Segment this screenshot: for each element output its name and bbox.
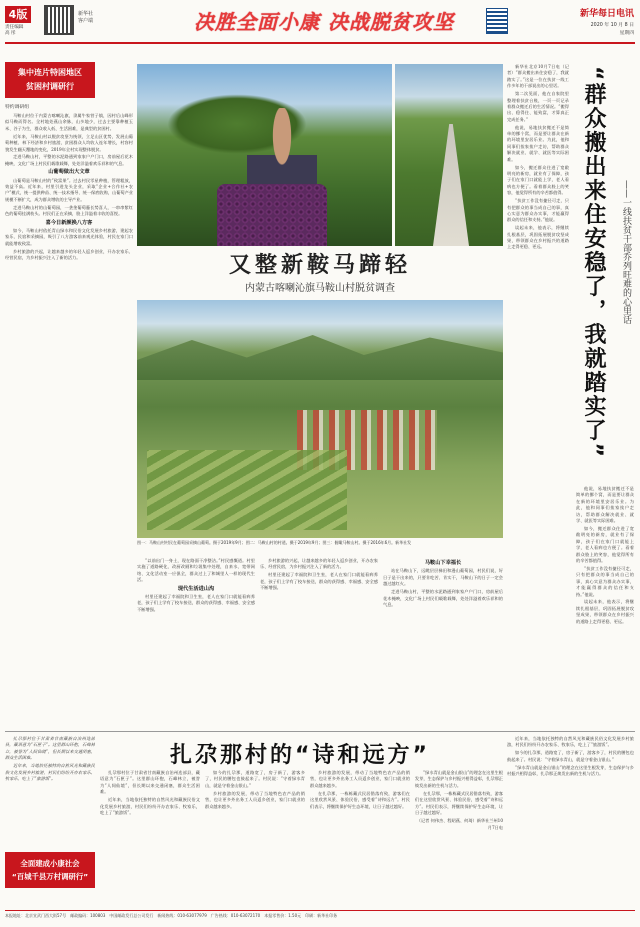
photo-village-road	[395, 64, 503, 246]
photo-aerial-village	[137, 300, 503, 538]
photo-grape-harvest	[137, 64, 392, 246]
qr-code-icon	[44, 5, 74, 35]
article1-subtitle: 内蒙古喀喇沁旗马鞍山村脱贫调查	[245, 283, 395, 294]
commentary-subtitle: ——一线扶贫干部乔列旺难的心里话	[621, 180, 631, 324]
article1-column-3: 乡村旅游的兴起，让越来越多的年轻人返乡创业，开办农家乐、经营民宿，为乡村振兴注入了新的活力。 村里还建起了幸福院和卫生室，老人在家门口就能看病养老，孩子们上学有了校车接送，群众的获得感、幸福感、安全感不断增强。	[260, 558, 378, 591]
article1-column-2: “以前出门一身土，现在路面干净整洁。”村民感慨道。村里实施了道路硬化、改厨改厕和垃圾集中处理，自来水、宽带网络、文化活动室一应俱全，群众过上了和城里人一样的现代生活。 现代生活进山沟 村里还建起了幸福院和卫生室，老人在家门口就能看病养老，孩子们上学有了校车接送，群众的获得感、幸福感、安全感不断增强。	[137, 558, 255, 612]
article2-title: 扎尕那村的“诗和远方”	[170, 743, 430, 768]
article-kicker: 特约调研组	[5, 105, 29, 110]
field-strips	[147, 450, 347, 530]
section-divider	[5, 731, 635, 732]
issue-date: 2020 年 10 月 8 日	[590, 23, 634, 28]
footer-info: 本报地址：北京宣武门西大街57号 邮政编码：100803 中国邮政发行总公司发行 新闻热线：010-63077979 广告热线：010-63072170 本报零售价：1.50元 印刷：新华社印务	[5, 913, 338, 918]
masthead	[0, 0, 640, 42]
bottom-column-tag: 全面建成小康社会 “百城千县万村调研行”	[5, 852, 95, 888]
photo-caption: 图一：马鞍山村村民在葡萄园采摘山葡萄。摄于2019年9月；图二：马鞍山村的村道。摄于2019年9月；图三：俯瞰马鞍山村。摄于2016年6月。新华社发	[137, 540, 412, 545]
footer-rule	[5, 910, 635, 911]
article1-column-4: 马鞍山下幸福长 站在马鞍山下，远眺层层梯田和漫山葡萄园，村民们说，好日子是干出来的，只要肯吃苦、肯实干，马鞍山下的日子一定会越过越红火。 走进马鞍山村，平整的水泥路通到家家户户门口，房前屋后花木掩映，文化广场上村民们载歌载舞，处处洋溢着欢乐祥和的气息。	[383, 560, 503, 607]
masthead-rule	[5, 42, 635, 44]
subhead-modern-life: 现代生活进山沟	[177, 585, 215, 592]
banner-title: 决胜全面小康 决战脱贫攻坚	[194, 10, 454, 34]
commentary-column-2: 他说，易地扶贫搬迁不是简单的挪个窝，而是要让群众在新的环境里安居乐业。为此，他和同事们挨家挨户走访，帮助群众解决就业、就学、就医等实际困难。 如今，搬迁群众住进了宽敞明亮的新房，就业有了保障，孩子们在家门口就能上学，老人看病也方便了。看着群众脸上的笑容，他觉得所有的辛苦都值得。 “扶贫工作没有捷径可走，只有把群众的事当成自己的事，真心实意为群众办实事，才能赢得群众的信任和支持。”他说。 谈起未来，他表示，将继续扎根基层，巩固拓展脱贫攻坚成果，带领群众在乡村振兴的道路上走得更稳、更远。	[576, 486, 634, 624]
article2-left-text: 扎尕那村位于甘肃省甘南藏族自治州迭部县，藏语意为“石匣子”。这里群山环抱，石峰林立，被誉为“人间仙境”，但长期以来交通闭塞，群众生活困难。 近年来，当地依托独特的自然风光和藏族民俗文化发展乡村旅游，村民们纷纷开办农家乐、牧家乐，吃上了“旅游饭”。	[5, 736, 95, 781]
issue-weekday: 星期四	[619, 31, 634, 36]
banner-qr-icon	[486, 8, 508, 34]
editor-label	[5, 25, 41, 37]
article2-column-4: “绿水青山就是金山银山”的理念在这里生根发芽，生态保护与乡村振兴相得益彰，扎尕那正焕发出新的生机与活力。 在扎尕那，一栋栋藏式民居错落有致，游客们在这里欣赏风景、体验民俗，感受着“诗和远方”。村民们表示，将继续保护好生态环境，让日子越过越好。 （记者 何伟杰、程昭燕、何琦）新华社兰州10月7日电	[415, 770, 503, 830]
newspaper-logo: 新华每日电讯	[579, 9, 634, 19]
article2-byline: （记者 何伟杰、程昭燕、何琦）新华社兰州10月7日电	[416, 818, 503, 830]
grape-basket	[217, 184, 327, 246]
commentary-title: “群众搬出来住安稳了，我就踏实了”	[581, 66, 606, 459]
article1-column-1: 马鞍山村位于内蒙古喀喇沁旗，隶属牛家营子镇，因村后山峰形似马鞍而得名。全村地处燕山余脉，山多地少，过去主要靠种植玉米、谷子为生，群众收入低、生活困难，是典型的贫困村。 近年来，马鞍山村以脱贫攻坚为统领，立足山区优势，发展山葡萄种植、林下经济和乡村旅游，贫困群众人均收入连年增长，村容村貌发生翻天覆地的变化，2019年全村实现整体脱贫。 走进马鞍山村，平整的水泥路通到家家户户门口，房前屋后花木掩映，文化广场上村民们载歌载舞，处处洋溢着欢乐祥和的气息。 山葡萄做出大文章 山葡萄是马鞍山村的“致富果”。过去村民零星种植，管理粗放，效益不高。近年来，村里引进龙头企业，采取“企业+合作社+农户”模式，统一提供种苗、统一技术指导、统一保底收购，山葡萄产业规模不断扩大，成为群众增收的主导产业。 走进马鞍山村的山葡萄园，一垄垄葡萄藤长势喜人，一串串紫红色的葡萄挂满枝头。村民们正在采摘，脸上洋溢着丰收的喜悦。 喜今日新颜换八方客 如今，马鞍山村依托青山绿水和民俗文化发展乡村旅游，建起农家乐、民宿和采摘园，吸引了八方游客前来观光体验，村民在家门口就能增收致富。 乡村旅游的兴起，让越来越多的年轻人返乡创业，开办农家乐、经营民宿，为乡村振兴注入了新的活力。	[5, 113, 133, 261]
subhead-grapes: 山葡萄做出大文章	[48, 169, 90, 176]
app-label: 新华社 客户端	[78, 11, 94, 24]
subhead-new-look: 喜今日新颜换八方客	[45, 219, 93, 226]
article2-column-3: 乡村旅游的发展，带动了当地特色农产品的销售，也让更多外出务工人员返乡创业，家门口就业的群众越来越多。 在扎尕那，一栋栋藏式民居错落有致，游客们在这里欣赏风景、体验民俗，感受着“诗和远方”。村民们表示，将继续保护好生态环境，让日子越过越好。	[310, 770, 410, 809]
column-tag: 集中连片特困地区 贫困村调研行	[5, 62, 95, 98]
article2-column-2: 如今的扎尕那，道路宽了，房子新了，游客多了，村民的腰包也鼓起来了。村民说：“守着绿水青山，就是守着金山银山。” 乡村旅游的发展，带动了当地特色农产品的销售，也让更多外出务工人员返乡创业，家门口就业的群众越来越多。	[205, 770, 305, 809]
article2-column-1: 扎尕那村位于甘肃省甘南藏族自治州迭部县，藏语意为“石匣子”。这里群山环抱，石峰林立，被誉为“人间仙境”，但长期以来交通闭塞，群众生活困难。 近年来，当地依托独特的自然风光和藏族民俗文化发展乡村旅游，村民们纷纷开办农家乐、牧家乐，吃上了“旅游饭”。	[100, 770, 200, 815]
commentary-column-1: 新华社北京10月7日电（记者）“群众搬出来住安稳了，我就踏实了。”这是一位在扶贫一线工作多年的干部说出的心里话。 第二次见面，他在自家院里整理着扶贫台账，一页一页记录着群众搬迁后的生活情况。“搬得出、稳得住、能致富，才算真正完成任务。” 他说，易地扶贫搬迁不是简单的挪个窝，而是要让群众在新的环境里安居乐业。为此，他和同事们挨家挨户走访，帮助群众解决就业、就学、就医等实际困难。 如今，搬迁群众住进了宽敞明亮的新房，就业有了保障，孩子们在家门口就能上学，老人看病也方便了。看着群众脸上的笑容，他觉得所有的辛苦都值得。 “扶贫工作没有捷径可走，只有把群众的事当成自己的事，真心实意为群众办实事，才能赢得群众的信任和支持。”他说。 谈起未来，他表示，将继续扎根基层，巩固拓展脱贫攻坚成果，带领群众在乡村振兴的道路上走得更稳、更远。	[507, 64, 569, 250]
article2-column-5: 近年来，当地依托独特的自然风光和藏族民俗文化发展乡村旅游，村民们纷纷开办农家乐、牧家乐，吃上了“旅游饭”。 如今的扎尕那，道路宽了，房子新了，游客多了，村民的腰包也鼓起来了。村民说：“守着绿水青山，就是守着金山银山。” “绿水青山就是金山银山”的理念在这里生根发芽，生态保护与乡村振兴相得益彰，扎尕那正焕发出新的生机与活力。	[507, 736, 634, 777]
editor-role: 责任编辑	[5, 25, 24, 30]
subhead-happiness: 马鞍山下幸福长	[424, 560, 462, 566]
page-number-badge: 4版	[5, 6, 31, 23]
editor-name: 高 彤	[5, 31, 16, 36]
article1-title: 又整新鞍马蹄轻	[228, 253, 411, 278]
